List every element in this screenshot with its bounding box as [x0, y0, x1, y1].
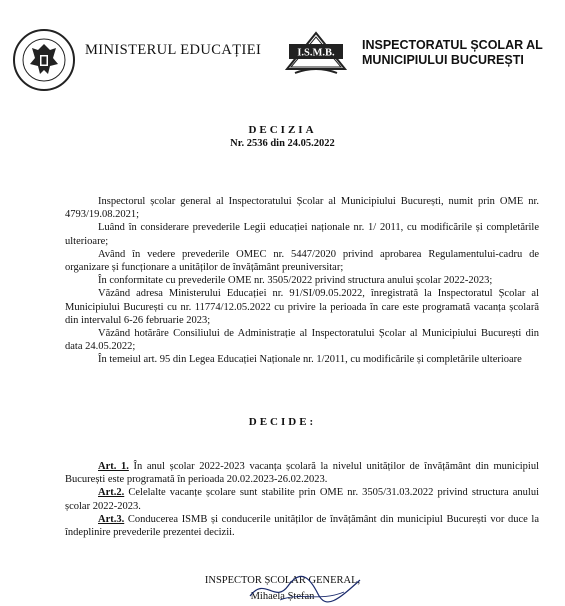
article-text: Celelalte vacanțe școlare sunt stabilite prin OME nr. 3505/31.03.2022 privind structura anului școlar 2022-2023.	[65, 487, 540, 512]
article-text: În anul școlar 2022-2023 vacanța școlară la nivelul unităților de învățământ din municipiul București este programată în perioada 20.02.2023-26.02.2023.	[65, 461, 539, 486]
article-1	[65, 460, 539, 486]
document-title: DECIZIA	[248, 124, 317, 136]
preamble-paragraph: Văzând adresa Ministerului Educației nr. 91/SI/09.05.2022, înregistrată la Inspectoratul Școlar al Municipiului București cu nr. 11774/12.05.2022 cu privire la perioada în care este programată vacanța școlară din intervalul 6-26 februarie 2023;	[65, 288, 539, 326]
ismb-logo-text: I.S.M.B.	[297, 47, 335, 59]
article-text: Conducerea ISMB și conducerile unităților de învățământ din municipiul București vor duce la îndeplinire prevederile prezentei decizii.	[65, 513, 540, 539]
signatory-role: INSPECTOR ȘCOLAR GENERAL,	[204, 575, 361, 586]
article-label: Art.2.	[98, 487, 125, 499]
article-label: Art. 1.	[98, 461, 129, 472]
preamble-paragraph: Văzând hotărâre Consiliului de Administrație al Inspectoratului Școlar al Municipiului București din data 24.05.2022;	[65, 328, 539, 353]
ministry-name: MINISTERUL EDUCAȚIEI	[85, 42, 262, 58]
articles	[65, 460, 539, 539]
inspectorate-name-line1: INSPECTORATUL ȘCOLAR AL	[362, 38, 543, 52]
preamble-paragraph: Având în vedere prevederile OMEC nr. 5447/2020 privind aprobarea Regulamentului-cadru de organizare și funcționare a unităților de învățământ preuniversitar;	[65, 248, 539, 274]
signatory-name: Mihaela Ștefan	[250, 591, 315, 602]
document-number: Nr. 2536 din 24.05.2022	[230, 138, 335, 149]
handwritten-signature	[240, 574, 370, 606]
article-2	[65, 486, 539, 512]
inspectorate-name	[362, 38, 543, 68]
preamble-paragraph: Luând în considerare prevederile Legii educației naționale nr. 1/ 2011, cu modificările și completările ulterioare;	[65, 222, 539, 247]
government-coat-of-arms-logo	[12, 28, 76, 92]
inspectorate-name-line2: MUNICIPIULUI BUCUREȘTI	[362, 53, 524, 67]
article-label: Art.3.	[98, 513, 125, 525]
preamble-paragraph: În conformitate cu prevederile OME nr. 3505/2022 privind structura anului școlar 2022-2023;	[98, 275, 493, 287]
preamble-paragraph: În temeiul art. 95 din Legea Educației Naționale nr. 1/2011, cu modificările și completările ulterioare	[98, 354, 522, 366]
preamble	[65, 195, 539, 367]
preamble-paragraph: Inspectorul școlar general al Inspectoratului Școlar al Municipiului București, numit prin OME nr. 4793/19.08.2021;	[65, 196, 539, 221]
decide-heading: DECIDE:	[248, 416, 317, 428]
article-3	[65, 513, 539, 539]
ismb-logo	[285, 29, 347, 77]
